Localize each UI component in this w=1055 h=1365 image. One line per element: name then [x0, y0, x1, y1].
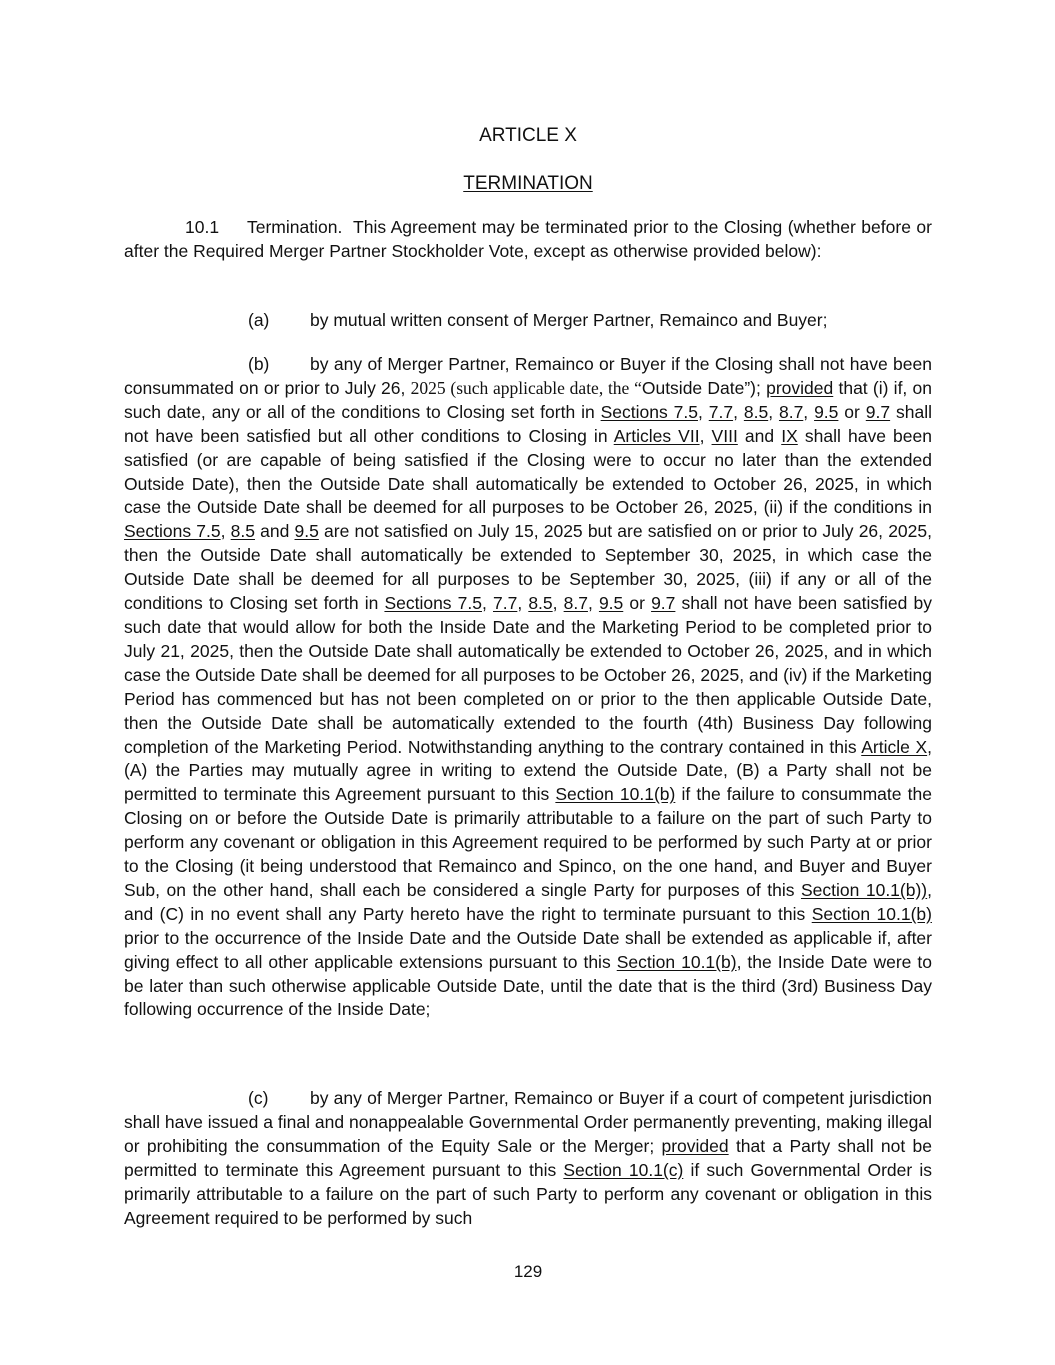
cross-reference-link[interactable]: 9.7	[651, 593, 676, 614]
clause-b-text: shall not have been satisfied but all other conditions to Closing in	[124, 401, 933, 446]
clause-a-label: (a)	[248, 310, 270, 330]
clause-a	[124, 309, 932, 333]
clause-b-text: that (i) if, on such date, any or all of the conditions to Closing set forth in	[124, 377, 932, 422]
separator: ,	[803, 401, 815, 422]
separator: ,	[697, 401, 709, 422]
clause-c-label: (c)	[248, 1088, 269, 1108]
clause-a-text: by mutual written consent of Merger Partner, Remainco and Buyer;	[310, 310, 828, 330]
separator: ,	[587, 593, 599, 614]
clause-b-text: prior to the occurrence of the Inside Date and the Outside Date shall be extended as applicable if, after giving effect to all other applicable extensions pursuant to this	[124, 927, 932, 972]
cross-reference-link[interactable]: Section 10.1(c)	[563, 1159, 684, 1180]
separator: ,	[768, 401, 779, 422]
separator: or	[623, 593, 652, 614]
cross-reference-link[interactable]: Section 10.1(b)	[811, 903, 932, 924]
clause-c-text: by any of Merger Partner, Remainco or Buyer if a court of competent jurisdiction shall have issued a final and nonappealable Governmental Order permanently preventing, making illegal or prohibiting the consummation of the Equity Sale or the Merger;	[124, 1088, 932, 1156]
separator: or	[838, 401, 866, 422]
section-intro-text: This Agreement may be terminated prior to the Closing (whether before or after the Required Merger Partner Stockholder Vote, except as otherwise provided below):	[124, 217, 932, 261]
separator: ,	[733, 401, 744, 422]
cross-reference-link[interactable]: Article X	[861, 736, 928, 757]
clause-b-text: shall not have been satisfied by such date that would allow for both the Inside Date and the Marketing Period to be completed prior to July 21, 2025, then the Outside Date shall automatically be extended to October 26, 2025, and in which case the Outside Date shall be deemed for all purposes to be October 26, 2025, and (iv) if the Marketing Period has commenced but has not been completed on or prior to the then applicable Outside Date, then the Outside Date shall be automatically extended to the fourth (4th) Business Day following completion of the Marketing Period. Notwithstanding anything to the contrary contained in this	[124, 593, 932, 757]
clause-b-text: if the failure to consummate the Closing on or before the Outside Date is primarily attributable to a failure on the part of such Party to perform any covenant or obligation in this Agreement required to be performed by such Party at or prior to the Closing (it being understood that Remainco and Spinco, on the one hand, and Buyer and Buyer Sub, on the other hand, shall each be considered a single Party for purposes of this	[124, 784, 932, 900]
cross-reference-link[interactable]: Articles VII	[613, 425, 700, 446]
cross-reference-link[interactable]: 8.5	[528, 593, 553, 614]
cross-reference-link[interactable]: Section 10.1(b)	[616, 951, 737, 972]
clause-b-text: Outside Date”);	[641, 377, 767, 398]
cross-reference-link[interactable]: 7.7	[493, 593, 518, 614]
clause-c-text: if such Governmental Order is primarily attributable to a failure on the part of such Party to perform any covenant or obligation in this Agreement required to be performed by such	[124, 1159, 932, 1228]
page-number: 129	[513, 1262, 543, 1281]
cross-reference: provided	[766, 377, 834, 398]
cross-reference-link[interactable]: Section 10.1(b))	[800, 879, 928, 900]
cross-reference-link[interactable]: 9.5	[294, 521, 319, 542]
cross-reference-link[interactable]: Sections 7.5	[384, 593, 483, 614]
cross-reference-link[interactable]: 8.7	[563, 593, 588, 614]
clause-b-text: are not satisfied on July 15, 2025 but are satisfied on or prior to July 26, 2025, then the Outside Date shall automatically be extended to September 30, 2025, in which case the Outside Date shall be deemed for all purposes to be September 30, 2025, (iii) if any or all of the conditions to Closing set forth in	[124, 521, 932, 614]
cross-reference: provided	[661, 1135, 729, 1156]
cross-reference-link[interactable]: 7.7	[708, 401, 734, 422]
cross-reference-link[interactable]: 9.7	[865, 401, 891, 422]
separator: ,	[552, 593, 564, 614]
cross-reference-link[interactable]: Sections 7.5	[124, 521, 221, 542]
clause-b-text: by any of Merger Partner, Remainco or Buyer if the Closing shall not have been consummated on or prior to July 26,	[124, 354, 932, 398]
cross-reference-link[interactable]: VIII	[711, 425, 738, 446]
section-heading: Termination.	[247, 217, 343, 237]
clause-b-text: , the Inside Date were to be later than such otherwise applicable Outside Date, until the date that is the third (3rd) Business Day following occurrence of the Inside Date;	[124, 951, 932, 1020]
clause-b-text: shall have been satisfied (or are capable of being satisfied if the Closing were to occur no later than the extended Outside Date), then the Outside Date shall automatically be extended to October 26, 2025, in which case the Outside Date shall be deemed for all purposes to be October 26, 2025, (ii) if the conditions in	[124, 425, 932, 518]
separator: and	[737, 425, 782, 446]
separator: ,	[482, 593, 493, 614]
section-number: 10.1	[185, 217, 220, 237]
article-title: ARTICLE X	[479, 125, 577, 146]
section-10-1-intro	[124, 216, 932, 264]
cross-reference-link[interactable]: 8.7	[778, 401, 804, 422]
cross-reference-link[interactable]: 9.5	[598, 593, 624, 614]
clause-b	[124, 353, 932, 1022]
cross-reference-link[interactable]: 8.5	[743, 401, 769, 422]
clause-c	[124, 1087, 932, 1230]
clause-c-text: that a Party shall not be permitted to terminate this Agreement pursuant to this	[124, 1135, 932, 1180]
separator: and	[254, 521, 295, 542]
clause-b-text: 2025 (such applicable date, the “	[410, 377, 642, 398]
separator: ,	[517, 593, 529, 614]
separator: ,	[220, 521, 231, 542]
clause-b-label: (b)	[248, 354, 270, 374]
cross-reference-link[interactable]: Section 10.1(b)	[555, 784, 676, 805]
article-subtitle: TERMINATION	[463, 173, 593, 194]
cross-reference-link[interactable]: Sections 7.5	[600, 401, 698, 422]
clause-b-text: , (A) the Parties may mutually agree in writing to extend the Outside Date, (B) a Party shall not be permitted to terminate this Agreement pursuant to this	[124, 736, 932, 805]
cross-reference-link[interactable]: 8.5	[230, 521, 255, 542]
cross-reference-link[interactable]: 9.5	[814, 401, 839, 422]
cross-reference-link[interactable]: IX	[781, 425, 798, 446]
clause-b-text: , and (C) in no event shall any Party hereto have the right to terminate pursuant to this	[124, 879, 933, 924]
separator: ,	[699, 425, 712, 446]
